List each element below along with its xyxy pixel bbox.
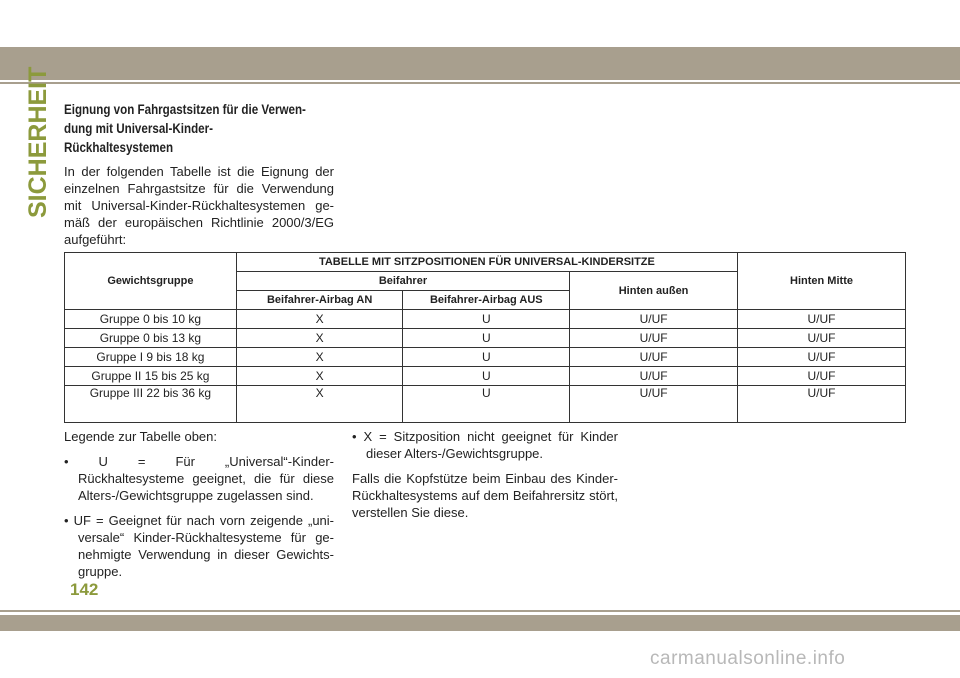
legend-continued bbox=[352, 428, 618, 529]
table-row bbox=[65, 329, 906, 348]
legend-title: Legende zur Tabelle oben: bbox=[64, 429, 217, 444]
col-rear-center: Hinten Mitte bbox=[738, 253, 906, 310]
footer-rule bbox=[0, 610, 960, 612]
cell-airbag-off: U bbox=[403, 310, 570, 329]
header-rule bbox=[0, 82, 960, 84]
cell-group: Gruppe 0 bis 13 kg bbox=[65, 329, 237, 348]
table-row bbox=[65, 348, 906, 367]
watermark: carmanualsonline.info bbox=[650, 648, 846, 669]
cell-rear-outer: U/UF bbox=[570, 348, 738, 367]
cell-airbag-on: X bbox=[236, 348, 403, 367]
cell-rear-center: U/UF bbox=[738, 386, 906, 423]
table-row bbox=[65, 310, 906, 329]
cell-rear-center: U/UF bbox=[738, 367, 906, 386]
cell-rear-outer: U/UF bbox=[570, 367, 738, 386]
cell-rear-center: U/UF bbox=[738, 310, 906, 329]
col-rear-outer: Hinten außen bbox=[570, 272, 738, 310]
headrest-note: Falls die Kopfstütze beim Einbau des Kinder-Rückhaltesystems auf dem Beifahrersitz stört, verstellen Sie diese. bbox=[352, 471, 618, 520]
cell-rear-outer: U/UF bbox=[570, 329, 738, 348]
legend bbox=[64, 428, 334, 588]
page-number: 142 bbox=[70, 580, 99, 599]
cell-airbag-on: X bbox=[236, 329, 403, 348]
col-weight-group: Gewichtsgruppe bbox=[65, 253, 237, 310]
intro-paragraph: In der folgenden Tabelle ist die Eignung der einzelnen Fahrgastsitze für die Verwendung mit Universal-Kinder-Rückhaltesystemen ge-mäß der europäischen Richtlinie 2000/3/EG aufgeführt: bbox=[64, 164, 334, 247]
section-label: SICHERHEIT bbox=[24, 66, 52, 218]
header-band bbox=[0, 47, 960, 80]
legend-u: • U = Für „Universal“-Kinder-Rückhaltesysteme geeignet, die für diese Alters-/Gewichtsgruppe zugelassen sind. bbox=[64, 454, 334, 503]
cell-rear-center: U/UF bbox=[738, 348, 906, 367]
footer-band bbox=[0, 615, 960, 631]
cell-airbag-on: X bbox=[236, 367, 403, 386]
cell-group: Gruppe 0 bis 10 kg bbox=[65, 310, 237, 329]
table-row bbox=[65, 367, 906, 386]
cell-airbag-off: U bbox=[403, 329, 570, 348]
cell-airbag-off: U bbox=[403, 348, 570, 367]
col-airbag-on: Beifahrer-Airbag AN bbox=[236, 291, 403, 310]
cell-group: Gruppe III 22 bis 36 kg bbox=[65, 386, 237, 423]
cell-airbag-on: X bbox=[236, 386, 403, 423]
col-airbag-off: Beifahrer-Airbag AUS bbox=[403, 291, 570, 310]
cell-group: Gruppe I 9 bis 18 kg bbox=[65, 348, 237, 367]
col-passenger: Beifahrer bbox=[236, 272, 569, 291]
cell-airbag-on: X bbox=[236, 310, 403, 329]
cell-rear-outer: U/UF bbox=[570, 310, 738, 329]
cell-rear-center: U/UF bbox=[738, 329, 906, 348]
legend-uf: • UF = Geeignet für nach vorn zeigende „uni-versale“ Kinder-Rückhaltesysteme für ge-nehmigte Verwendung in dieser Gewichts-gruppe. bbox=[64, 513, 334, 579]
legend-x: • X = Sitzposition nicht geeignet für Kinder dieser Alters-/Gewichtsgruppe. bbox=[352, 429, 618, 461]
table-row bbox=[65, 386, 906, 423]
section-heading: Eignung von Fahrgastsitzen für die Verwen-dung mit Universal-Kinder-Rückhaltesystemen bbox=[64, 102, 306, 155]
cell-group: Gruppe II 15 bis 25 kg bbox=[65, 367, 237, 386]
cell-airbag-off: U bbox=[403, 386, 570, 423]
table-title: TABELLE MIT SITZPOSITIONEN FÜR UNIVERSAL-KINDERSITZE bbox=[236, 253, 737, 272]
cell-airbag-off: U bbox=[403, 367, 570, 386]
child-seat-table bbox=[64, 252, 906, 423]
cell-rear-outer: U/UF bbox=[570, 386, 738, 423]
